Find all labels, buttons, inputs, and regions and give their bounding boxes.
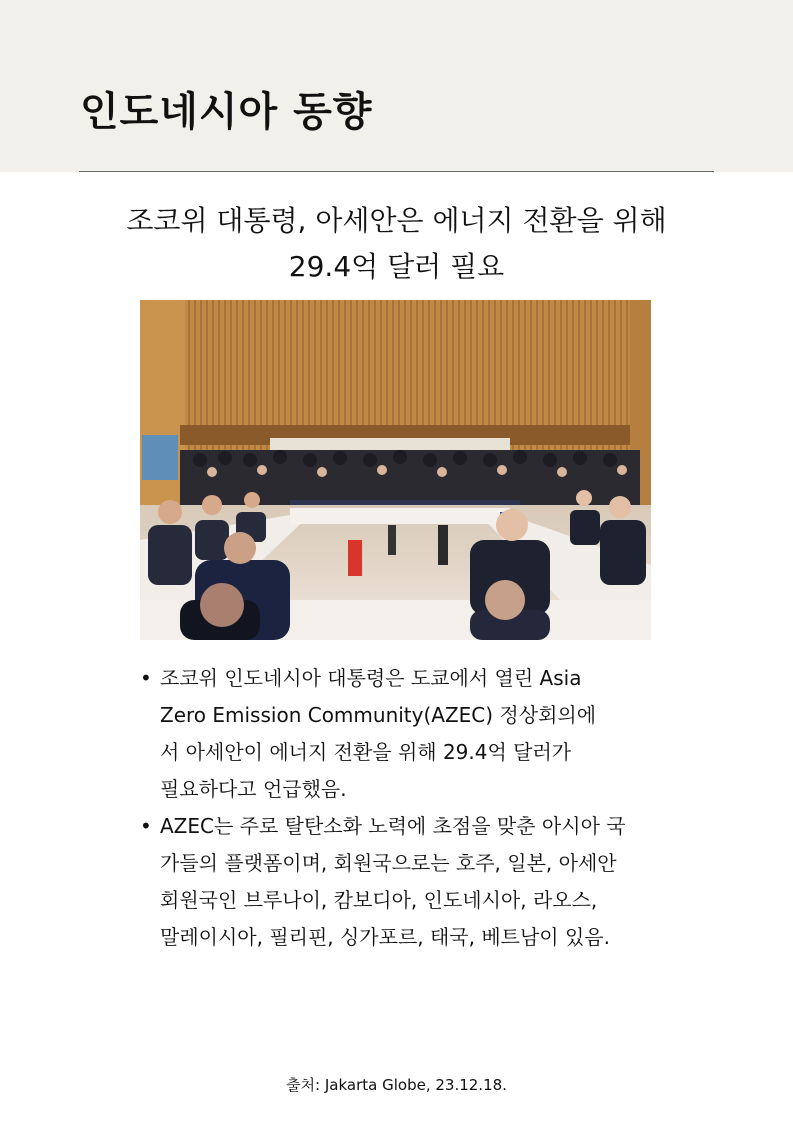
bullet-item [136, 808, 676, 956]
bullet-dot: • [140, 814, 152, 838]
headline-line: 29.4억 달러 필요 [288, 250, 505, 283]
bullet-line: 말레이시아, 필리핀, 싱가포르, 태국, 베트남이 있음. [160, 925, 610, 949]
summit-photo [140, 300, 651, 640]
summit-photo-illustration [140, 300, 651, 640]
bullet-item [136, 660, 676, 808]
bullet-line: 서 아세안이 에너지 전환을 위해 29.4억 달러가 [160, 740, 572, 764]
bullet-line: 필요하다고 언급했음. [160, 777, 347, 801]
bullet-line: 가들의 플랫폼이며, 회원국으로는 호주, 일본, 아세안 [160, 851, 617, 875]
article-headline [60, 198, 733, 290]
headline-line: 조코위 대통령, 아세안은 에너지 전환을 위해 [126, 204, 667, 237]
page-title: 인도네시아 동향 [80, 89, 373, 135]
bullet-dot: • [140, 666, 152, 690]
bullet-line: 조코위 인도네시아 대통령은 도쿄에서 열린 Asia [160, 666, 582, 690]
source-citation: 출처: Jakarta Globe, 23.12.18. [286, 1076, 507, 1094]
bullet-line: Zero Emission Community(AZEC) 정상회의에 [160, 703, 597, 727]
bullet-list [136, 660, 676, 956]
bullet-line: AZEC는 주로 탈탄소화 노력에 초점을 맞춘 아시아 국 [160, 814, 626, 838]
header-divider [79, 171, 714, 172]
bullet-line: 회원국인 브루나이, 캄보디아, 인도네시아, 라오스, [160, 888, 598, 912]
